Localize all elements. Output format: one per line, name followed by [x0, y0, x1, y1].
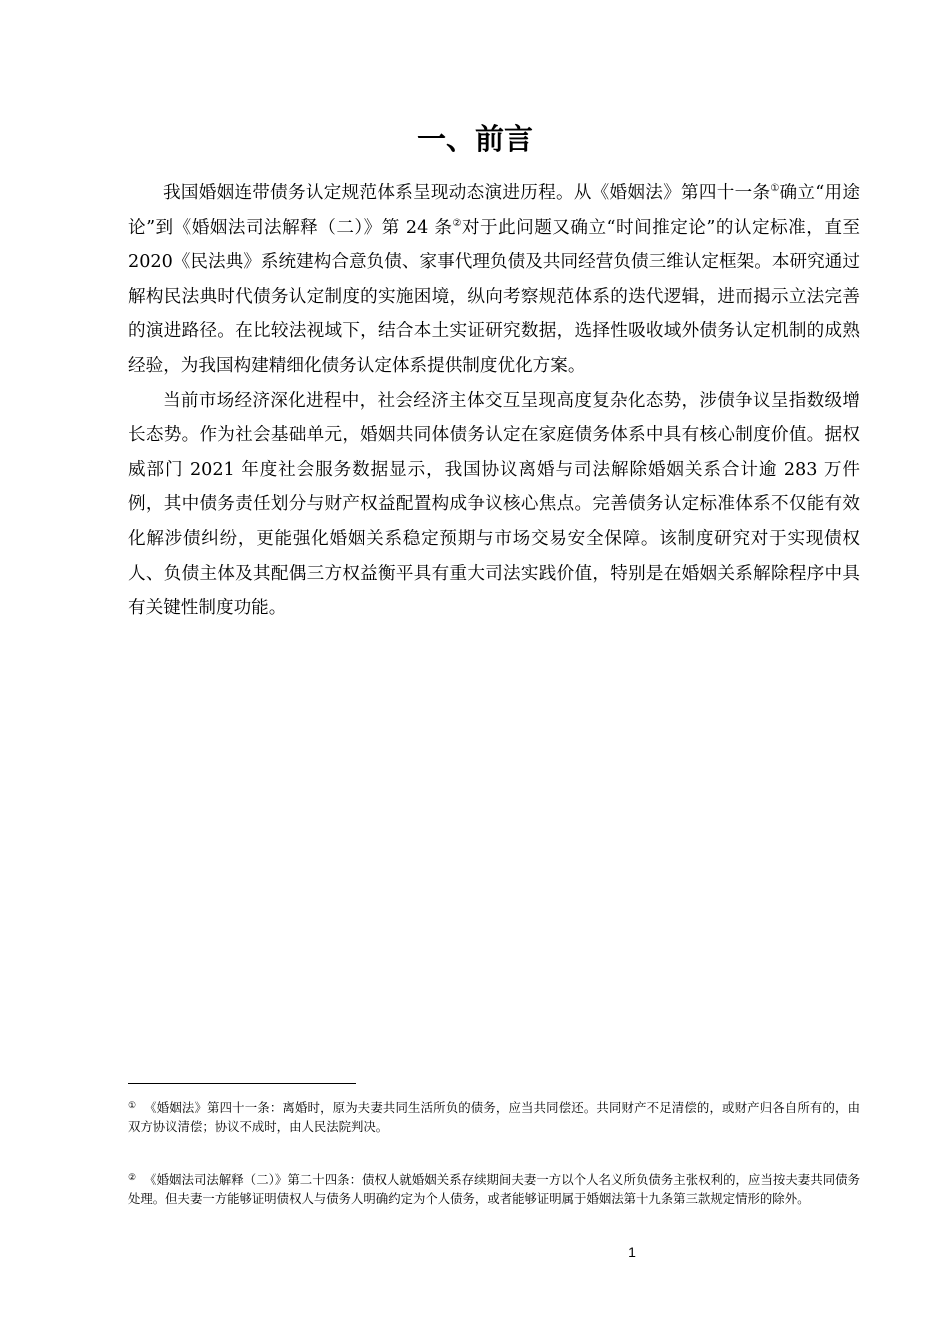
- paragraph-1: [128, 176, 860, 384]
- paragraph-2: 当前市场经济深化进程中，社会经济主体交互呈现高度复杂化态势，涉债争议呈指数级增长态势。作为社会基础单元，婚姻共同体债务认定在家庭债务体系中具有核心制度价值。据权威部门 2021 年度社会服务数据显示，我国协议离婚与司法解除婚姻关系合计逾 283 万件例，其中债务责任划分与财产权益配置构成争议核心焦点。完善债务认定标准体系不仅能有效化解涉债纠纷，更能强化婚姻关系稳定预期与市场交易安全保障。该制度研究对于实现债权人、负债主体及其配偶三方权益衡平具有重大司法实践价值，特别是在婚姻关系解除程序中具有关键性制度功能。: [128, 390, 860, 619]
- footnote-1-mark: ①: [128, 1101, 137, 1111]
- body-text: [128, 176, 860, 626]
- paragraph-1-part-2: 确立“用途论”到《婚姻法司法解释（二）》第 24 条: [128, 183, 860, 238]
- footnote-2-text: 《婚姻法司法解释（二）》第二十四条：债权人就婚姻关系存续期间夫妻一方以个人名义所负债务主张权利的，应当按夫妻共同债务处理。但夫妻一方能够证明债权人与债务人明确约定为个人债务，或者能够证明属于婚姻法第十九条第三款规定情形的除外。: [128, 1172, 860, 1206]
- footnote-ref-2[interactable]: ②: [452, 217, 462, 229]
- footnote-separator: [128, 1083, 356, 1084]
- page-number: 1: [628, 1244, 636, 1260]
- paragraph-1-part-3: 对于此问题又确立“时间推定论”的认定标准，直至 2020《民法典》系统建构合意负债、家事代理负债及共同经营负债三维认定框架。本研究通过解构民法典时代债务认定制度的实施困境，纵向考察规范体系的迭代逻辑，进而揭示立法完善的演进路径。在比较法视域下，结合本土实证研究数据，选择性吸收域外债务认定机制的成熟经验，为我国构建精细化债务认定体系提供制度优化方案。: [128, 217, 860, 376]
- footnote-1: [128, 1098, 860, 1136]
- footnote-2-mark: ②: [128, 1173, 137, 1183]
- paragraph-1-part-1: 我国婚姻连带债务认定规范体系呈现动态演进历程。从《婚姻法》第四十一条: [163, 183, 771, 203]
- section-heading: 一、前言: [416, 122, 533, 156]
- footnote-1-text: 《婚姻法》第四十一条：离婚时，原为夫妻共同生活所负的债务，应当共同偿还。共同财产不足清偿的，或财产归各自所有的，由双方协议清偿；协议不成时，由人民法院判决。: [128, 1100, 861, 1134]
- footnote-2: [128, 1170, 860, 1208]
- footnote-ref-1[interactable]: ①: [770, 183, 780, 194]
